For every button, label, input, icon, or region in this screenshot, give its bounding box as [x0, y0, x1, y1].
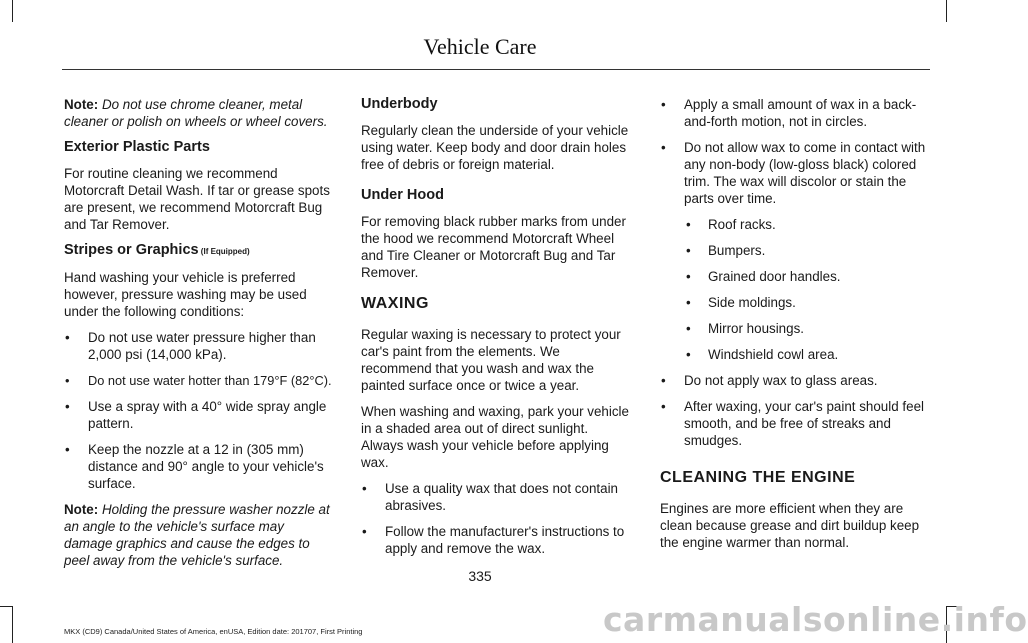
crop-mark-top-left-v: [12, 0, 13, 22]
waxing-text-2: When washing and waxing, park your vehicle in a shaded area out of direct sunlight. Always wash your vehicle before applying wax.: [361, 404, 629, 470]
list-item: • Do not use water hotter than 179°F (82°C).: [64, 372, 334, 389]
list-item: [660, 139, 930, 363]
list-item-text: Do not allow wax to come in contact with any non-body (low-gloss black) colored trim. The wax will discolor or stain the parts over time.: [684, 140, 926, 206]
sub-list-item: • Side moldings.: [684, 294, 930, 311]
header-divider: [62, 69, 930, 70]
watermark: carmanualsonline.info: [603, 600, 1028, 639]
list-item: • Use a spray with a 40° wide spray angle pattern.: [64, 398, 334, 432]
if-equipped-tag: (If Equipped): [198, 247, 250, 256]
under-hood-heading: Under Hood: [361, 187, 444, 203]
crop-mark-top-right-v: [946, 0, 947, 22]
list-item: • Follow the manufacturer's instructions to apply and remove the wax.: [361, 523, 631, 557]
list-item: • Use a quality wax that does not contain abrasives.: [361, 480, 631, 514]
trim-parts-list: [684, 216, 930, 363]
list-item: • Apply a small amount of wax in a back-and-forth motion, not in circles.: [660, 96, 930, 130]
underbody-text: Regularly clean the underside of your vehicle using water. Keep body and door drain holes free of debris or foreign material.: [361, 123, 629, 172]
waxing-heading: WAXING: [361, 295, 429, 312]
list-item: • After waxing, your car's paint should feel smooth, and be free of streaks and smudges.: [660, 398, 930, 449]
exterior-plastic-text: For routine cleaning we recommend Motorcraft Detail Wash. If tar or grease spots are present, we recommend Motorcraft Bug and Tar Remover.: [64, 166, 330, 232]
column-3: [660, 96, 930, 560]
pressure-wash-list: [64, 329, 334, 492]
note-1: [64, 96, 334, 130]
sub-list-item: • Roof racks.: [684, 216, 930, 233]
sub-list-item: • Bumpers.: [684, 242, 930, 259]
list-item: • Do not use water pressure higher than 2,000 psi (14,000 kPa).: [64, 329, 334, 363]
note-label: Note:: [64, 502, 99, 517]
under-hood-text: For removing black rubber marks from under the hood we recommend Motorcraft Wheel and Tire Cleaner or Motorcraft Bug and Tar Remover.: [361, 214, 626, 280]
column-1: [64, 96, 334, 578]
page-number: 335: [468, 568, 492, 584]
list-item: • Do not apply wax to glass areas.: [660, 372, 930, 389]
crop-mark-bottom-left-v: [12, 606, 13, 643]
underbody-heading: Underbody: [361, 96, 438, 112]
note-text: Holding the pressure washer nozzle at an angle to the vehicle's surface may damage graphics and cause the edges to peel away from the vehicle's surface.: [64, 502, 330, 568]
stripes-text: Hand washing your vehicle is preferred however, pressure washing may be used under the following conditions:: [64, 270, 307, 319]
note-2: [64, 501, 334, 569]
waxing-text-1: Regular waxing is necessary to protect your car's paint from the elements. We recommend that you wash and wax the painted surface once or twice a year.: [361, 327, 621, 393]
stripes-heading-text: Stripes or Graphics: [64, 242, 199, 258]
stripes-heading: [64, 242, 334, 260]
cleaning-engine-heading: CLEANING THE ENGINE: [660, 469, 856, 486]
sub-list-item: • Mirror housings.: [684, 320, 930, 337]
page-header-title: Vehicle Care: [423, 34, 537, 59]
sub-list-item: • Grained door handles.: [684, 268, 930, 285]
crop-mark-bottom-left-h: [0, 606, 13, 607]
sub-list-item: • Windshield cowl area.: [684, 346, 930, 363]
wax-list-continued: [660, 96, 930, 449]
wax-list: [361, 480, 631, 557]
cleaning-engine-text: Engines are more efficient when they are clean because grease and dirt buildup keep the engine warmer than normal.: [660, 501, 920, 550]
list-item: • Keep the nozzle at a 12 in (305 mm) distance and 90° angle to your vehicle's surface.: [64, 441, 334, 492]
note-text: Do not use chrome cleaner, metal cleaner or polish on wheels or wheel covers.: [64, 97, 328, 129]
exterior-plastic-heading: Exterior Plastic Parts: [64, 139, 210, 155]
footer-edition-info: MKX (CD9) Canada/United States of America, enUSA, Edition date: 201707, First Printing: [64, 627, 363, 636]
note-label: Note:: [64, 97, 99, 112]
column-2: [361, 96, 631, 566]
